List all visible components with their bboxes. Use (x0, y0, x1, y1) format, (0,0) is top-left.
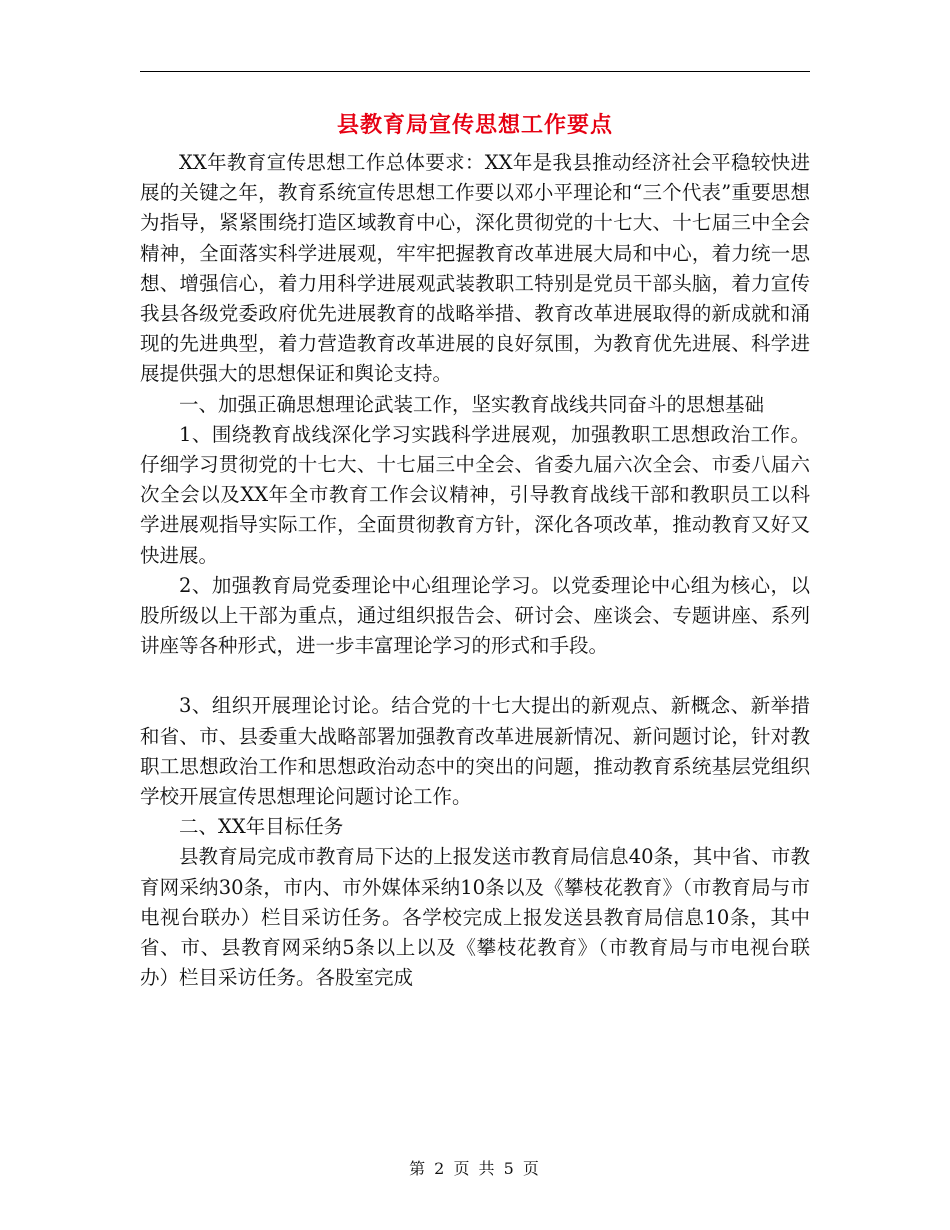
page-footer: 第 2 页 共 5 页 (409, 1159, 541, 1178)
paragraph-general-requirements: XX年教育宣传思想工作总体要求：XX年是我县推动经济社会平稳较快进展的关键之年，教育系统宣传思想工作要以邓小平理论和“三个代表”重要思想为指导，紧紧围绕打造区域教育中心，深化贯彻党的十七大、十七届三中全会精神，全面落实科学进展观，牢牢把握教育改革进展大局和中心，着力统一思想、增强信心，着力用科学进展观武装教职工特别是党员干部头脑，着力宣传我县各级党委政府优先进展教育的战略举措、教育改革进展取得的新成就和涌现的先进典型，着力营造教育改革进展的良好氛围，为教育优先进展、科学进展提供强大的思想保证和舆论支持。 (140, 151, 810, 386)
document-body (140, 148, 810, 993)
paragraph-item-3: 3、组织开展理论讨论。结合党的十七大提出的新观点、新概念、新举措和省、市、县委重大战略部署加强教育改革进展新情况、新问题讨论，针对教职工思想政治工作和思想政治动态中的突出的问题，推动教育系统基层党组织学校开展宣传思想理论问题讨论工作。 (140, 694, 810, 809)
document-title: 县教育局宣传思想工作要点 (336, 112, 613, 138)
paragraph-targets: 县教育局完成市教育局下达的上报发送市教育局信息40条，其中省、市教育网采纳30条，市内、市外媒体采纳10条以及《攀枝花教育》（市教育局与市电视台联办）栏目采访任务。各学校完成上报发送县教育局信息10条，其中省、市、县教育网采纳5条以上以及《攀枝花教育》（市教育局与市电视台联办）栏目采访任务。各股室完成 (140, 845, 810, 990)
paragraph-item-2: 2、加强教育局党委理论中心组理论学习。以党委理论中心组为核心，以股所级以上干部为重点，通过组织报告会、研讨会、座谈会、专题讲座、系列讲座等各种形式，进一步丰富理论学习的形式和手段。 (140, 573, 810, 658)
heading-section-2: 二、XX年目标任务 (179, 815, 344, 839)
heading-section-1: 一、加强正确思想理论武装工作，坚实教育战线共同奋斗的思想基础 (179, 392, 765, 416)
paragraph-item-1: 1、围绕教育战线深化学习实践科学进展观，加强教职工思想政治工作。仔细学习贯彻党的十七大、十七届三中全会、省委九届六次全会、市委八届六次全会以及XX年全市教育工作会议精神，引导教育战线干部和教职员工以科学进展观指导实际工作，全面贯彻教育方针，深化各项改革，推动教育又好又快进展。 (140, 422, 810, 567)
header-rule (140, 71, 810, 72)
